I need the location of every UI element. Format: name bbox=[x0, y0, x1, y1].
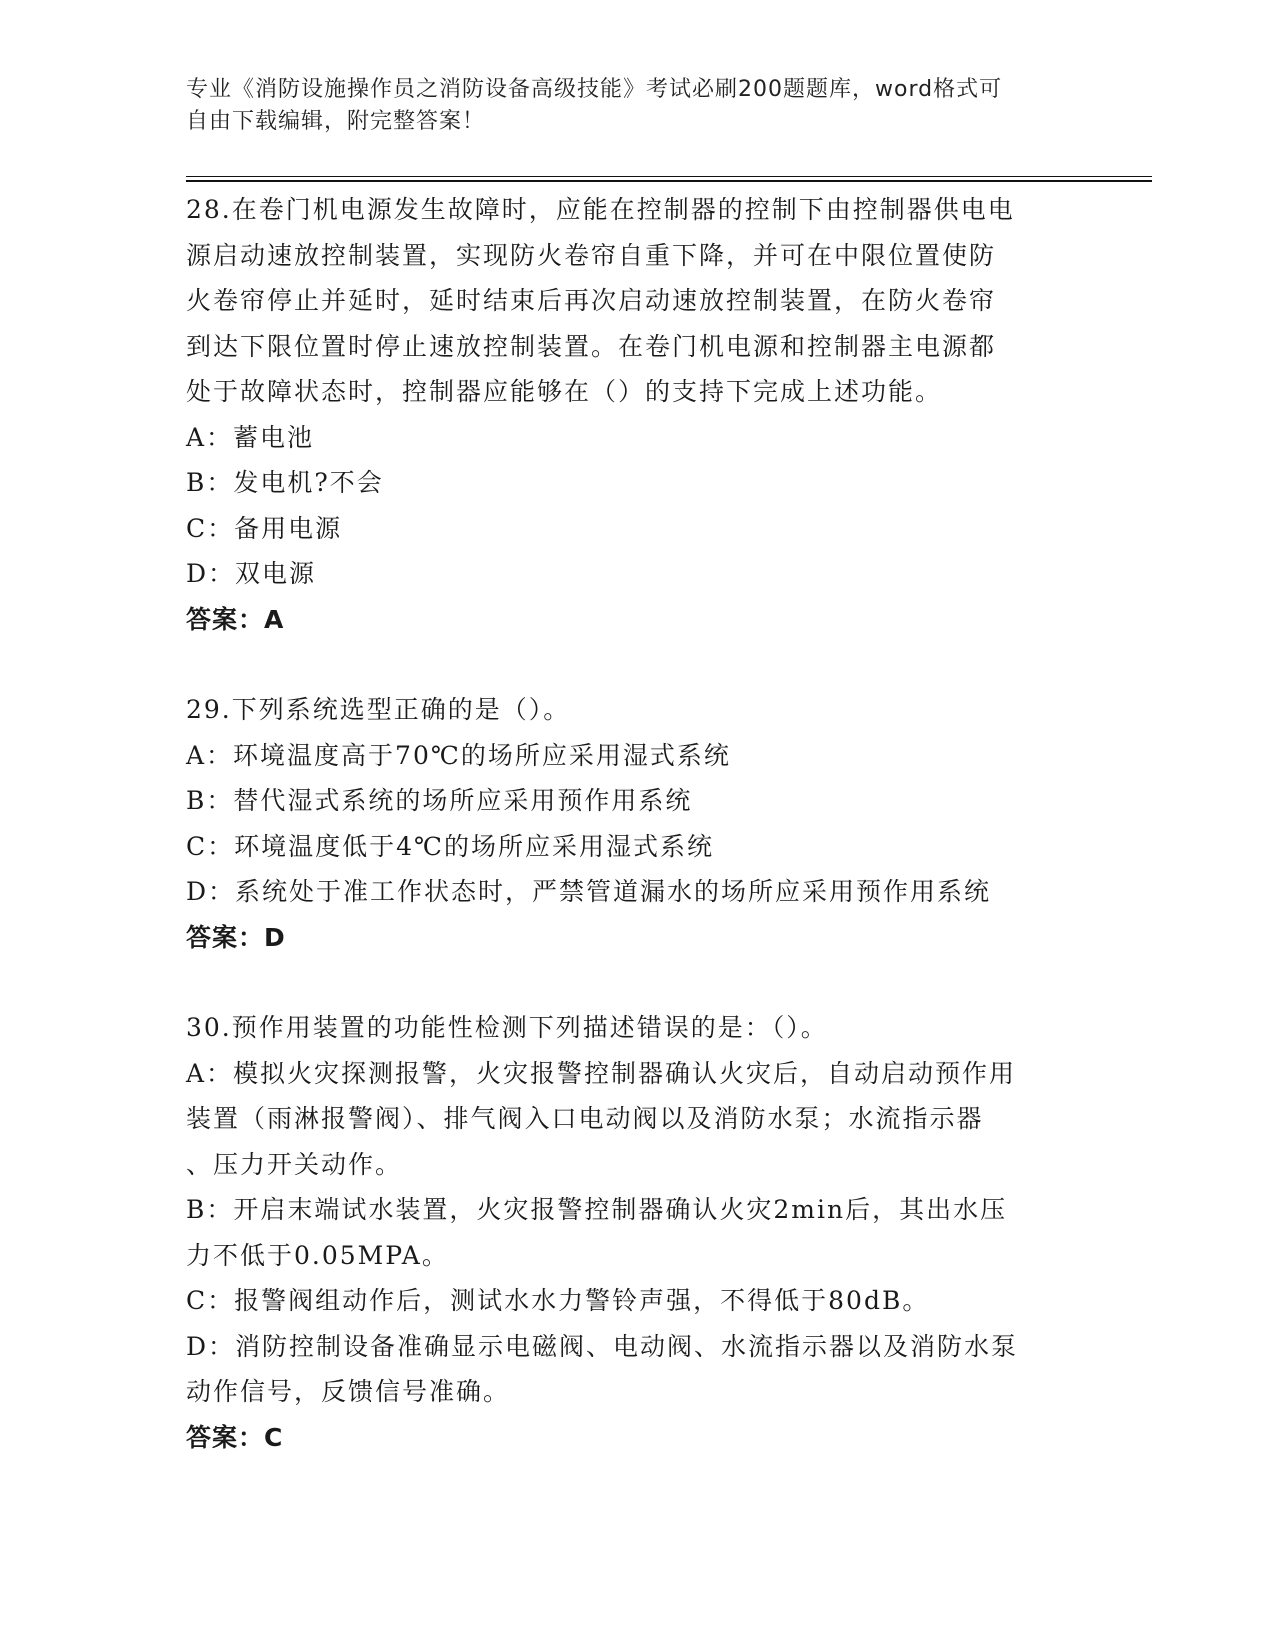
question-stem-line: 到达下限位置时停止速放控制装置。在卷门机电源和控制器主电源都 bbox=[186, 331, 997, 361]
question-stem-line: 30.预作用装置的功能性检测下列描述错误的是：（）。 bbox=[186, 1013, 828, 1042]
question-spacer bbox=[186, 960, 1086, 1005]
question-stem-line: 29.下列系统选型正确的是（）。 bbox=[186, 695, 571, 724]
option-d-line: D：消防控制设备准确显示电磁阀、电动阀、水流指示器以及消防水泵 bbox=[186, 1331, 1019, 1361]
header-line-2: 自由下载编辑，附完整答案！ bbox=[186, 109, 486, 134]
option-c: C：报警阀组动作后，测试水水力警铃声强，不得低于80dB。 bbox=[186, 1286, 930, 1315]
option-a-line: 、压力开关动作。 bbox=[186, 1149, 403, 1179]
question-spacer bbox=[186, 642, 1086, 687]
question-stem-line: 28.在卷门机电源发生故障时，应能在控制器的控制下由控制器供电电 bbox=[186, 195, 1015, 224]
option-a: A：蓄电池 bbox=[186, 422, 315, 452]
option-b: B：替代湿式系统的场所应采用预作用系统 bbox=[186, 786, 693, 815]
document-header bbox=[186, 74, 1066, 138]
question-29 bbox=[186, 687, 1086, 960]
header-line-1: 专业《消防设施操作员之消防设备高级技能》考试必刷200题题库，word格式可 bbox=[186, 77, 1003, 102]
option-b: B：发电机?不会 bbox=[186, 468, 384, 497]
option-c: C：备用电源 bbox=[186, 513, 343, 543]
option-b-line: B：开启末端试水装置，火灾报警控制器确认火灾2min后，其出水压 bbox=[186, 1195, 1008, 1224]
header-divider-thin bbox=[186, 176, 1152, 177]
question-28 bbox=[186, 187, 1086, 642]
option-b-line: 力不低于0.05MPA。 bbox=[186, 1240, 449, 1270]
question-list bbox=[186, 187, 1086, 1460]
answer-line: 答案：D bbox=[186, 922, 286, 952]
answer-line: 答案：C bbox=[186, 1422, 284, 1452]
question-stem-line: 火卷帘停止并延时，延时结束后再次启动速放控制装置，在防火卷帘 bbox=[186, 286, 997, 315]
answer-line: 答案：A bbox=[186, 604, 285, 634]
question-stem-line: 源启动速放控制装置，实现防火卷帘自重下降，并可在中限位置使防 bbox=[186, 240, 997, 270]
option-a-line: 装置（雨淋报警阀）、排气阀入口电动阀以及消防水泵；水流指示器 bbox=[186, 1104, 984, 1133]
option-c: C：环境温度低于4℃的场所应采用湿式系统 bbox=[186, 831, 715, 861]
option-d: D：双电源 bbox=[186, 559, 317, 588]
question-30 bbox=[186, 1005, 1086, 1460]
option-d: D：系统处于准工作状态时，严禁管道漏水的场所应采用预作用系统 bbox=[186, 877, 992, 906]
option-a: A：环境温度高于70℃的场所应采用湿式系统 bbox=[186, 740, 731, 770]
option-a-line: A：模拟火灾探测报警，火灾报警控制器确认火灾后，自动启动预作用 bbox=[186, 1058, 1017, 1088]
question-stem-line: 处于故障状态时，控制器应能够在（）的支持下完成上述功能。 bbox=[186, 377, 943, 406]
header-divider-thick bbox=[186, 180, 1152, 182]
option-d-line: 动作信号，反馈信号准确。 bbox=[186, 1377, 511, 1406]
